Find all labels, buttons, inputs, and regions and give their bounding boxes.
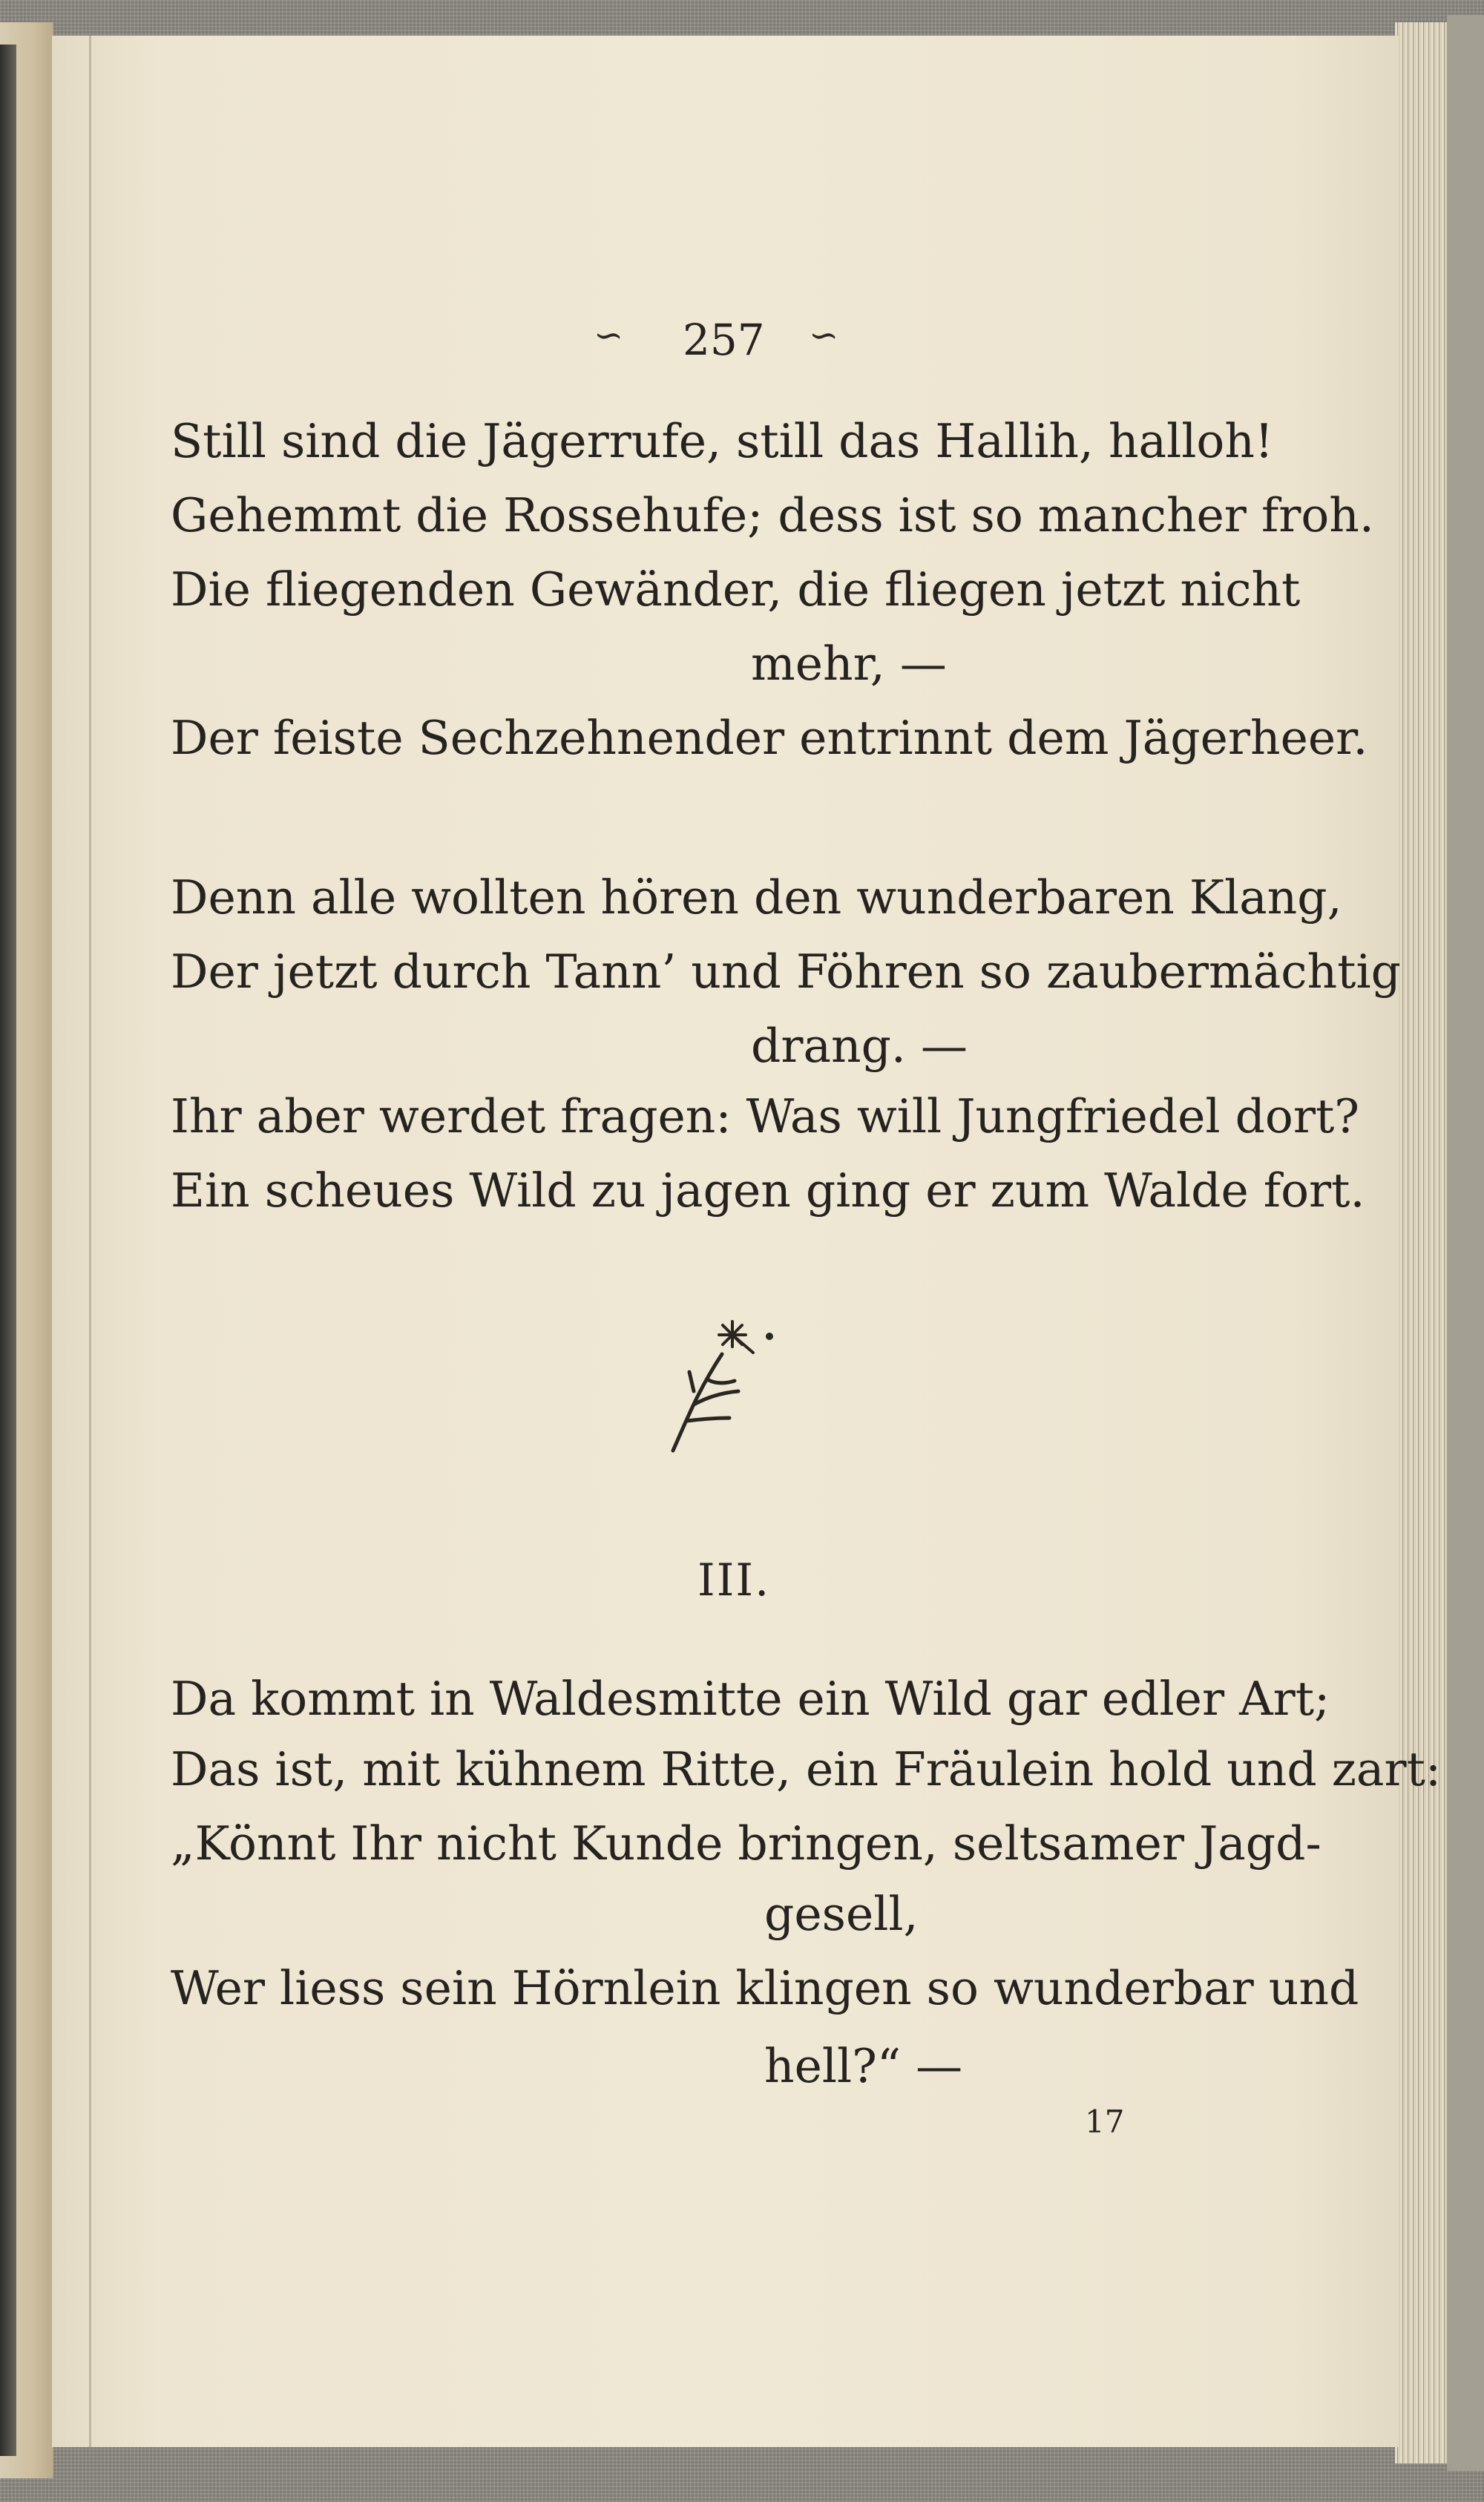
- verse-line: Wer liess sein Hörnlein klingen so wunderbar und: [171, 1961, 1359, 2015]
- verse-line-continuation: drang. —: [751, 1019, 968, 1073]
- verse-line: Ein scheues Wild zu jagen ging er zum Walde fort.: [171, 1163, 1365, 1218]
- verse-line: Der jetzt durch Tann’ und Föhren so zaubermächtig: [171, 945, 1401, 999]
- ornament-swirl-left-icon: ∽: [594, 315, 624, 356]
- page-number: 257: [683, 315, 765, 365]
- verse-line: Da kommt in Waldesmitte ein Wild gar edler Art;: [171, 1672, 1330, 1726]
- verse-line-continuation: mehr, —: [751, 637, 947, 691]
- verse-line: Das ist, mit kühnem Ritte, ein Fräulein hold und zart:: [171, 1742, 1442, 1796]
- verse-line: Still sind die Jägerrufe, still das Hallih, halloh!: [171, 414, 1274, 468]
- verse-line: Gehemmt die Rossehufe; dess ist so mancher froh.: [171, 488, 1374, 542]
- verse-line: Denn alle wollten hören den wunderbaren Klang,: [171, 870, 1342, 925]
- section-heading: III.: [697, 1554, 771, 1606]
- verse-line-continuation: hell?“ —: [764, 2039, 963, 2093]
- dot-mark: [766, 1333, 773, 1340]
- ornament-swirl-right-icon: ∽: [809, 315, 839, 356]
- verse-line: Der feiste Sechzehnender entrinnt dem Jägerheer.: [171, 711, 1368, 765]
- verse-line: Die fliegenden Gewänder, die fliegen jetzt nicht: [171, 562, 1301, 617]
- flower-sprig-icon: [664, 1310, 798, 1458]
- page-gutter: [89, 36, 91, 2447]
- cover-edge: [0, 45, 16, 2456]
- verse-line-continuation: gesell,: [764, 1887, 919, 1941]
- verse-line: Ihr aber werdet fragen: Was will Jungfriedel dort?: [171, 1089, 1360, 1143]
- book-page: [52, 36, 1399, 2447]
- page-stack-edge: [1395, 22, 1447, 2463]
- signature-mark: 17: [1085, 2104, 1125, 2140]
- verse-line: „Könnt Ihr nicht Kunde bringen, seltsamer Jagd-: [171, 1816, 1322, 1871]
- cover-right: [1447, 15, 1484, 2471]
